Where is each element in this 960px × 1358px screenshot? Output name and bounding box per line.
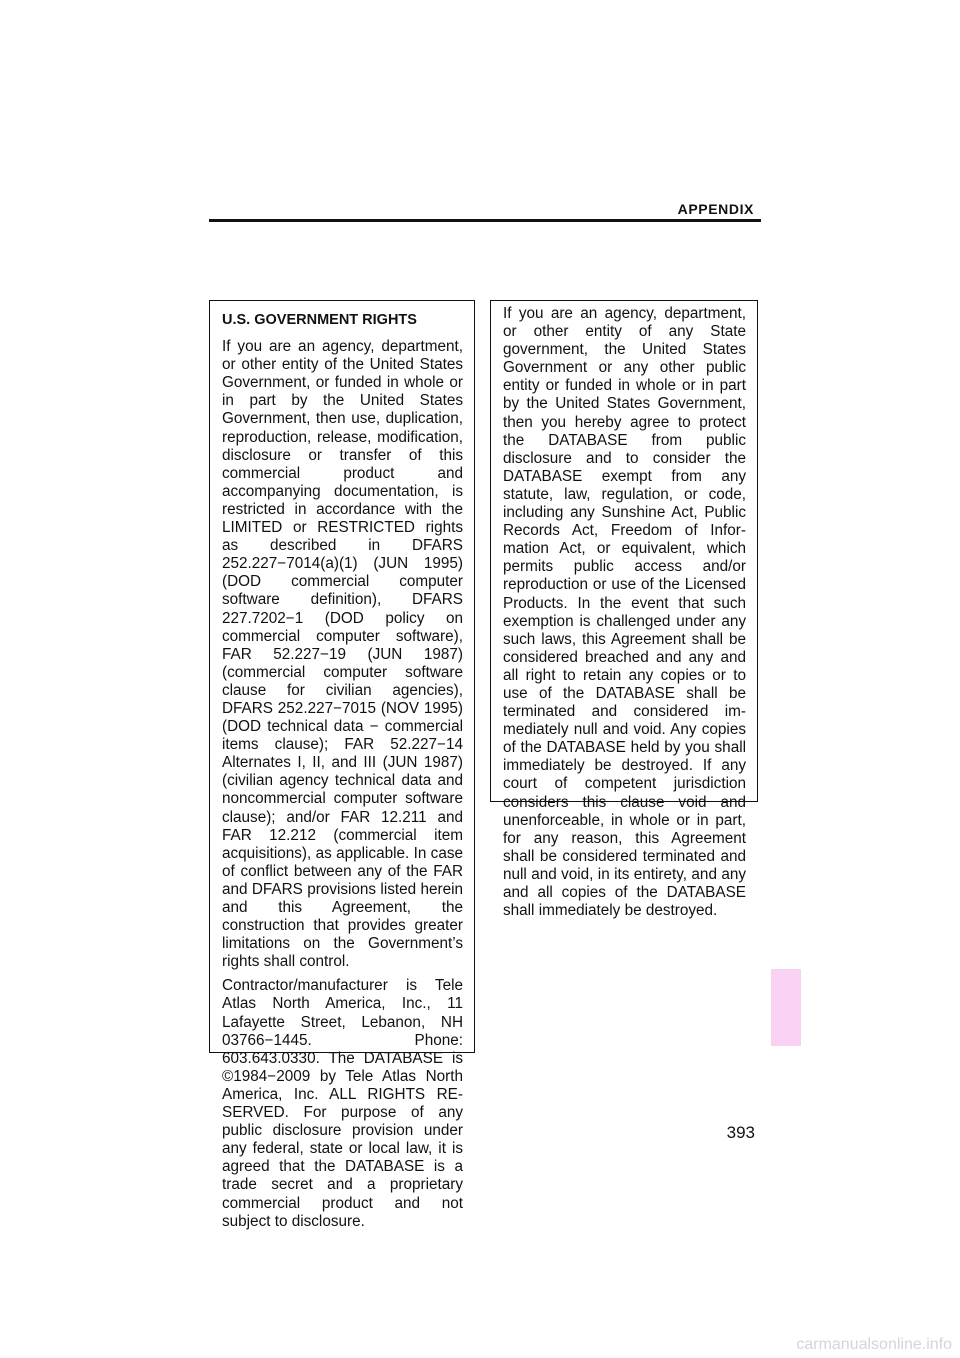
page-number: 393: [726, 1123, 755, 1142]
paragraph-contractor: Contractor/manufacturer is Tele Atlas North America, Inc., 11 Lafayette Street, Lebanon, NH 03766−1445. Phone: 603.643.0330. The DATABASE is ©1984−2009 by Tele Atlas North America, Inc. ALL RIGHTS RESERVED. For purpose of any public disclosure provision under any federal, state or local law, it is agreed that the DATABASE is a trade secret and a proprietary commercial product and not subject to disclosure.: [222, 977, 463, 1230]
watermark: carmanualsonline.info: [796, 1336, 952, 1353]
paragraph-rights: If you are an agency, department, or other entity of the United States Government, or funded in whole or in part by the United States Government, then use, duplication, reproduction, release, modification, disclosure or transfer of this commercial product and accompanying documentation, is restricted in accordance with the LIMITED or RESTRICTED rights as described in DFARS 252.227−7014(a)(1) (JUN 1995) (DOD commercial computer software definition), DFARS 227.7202−1 (DOD policy on commercial computer software), FAR 52.227−19 (JUN 1987) (commercial computer software clause for civilian agencies), DFARS 252.227−7015 (NOV 1995) (DOD technical data − commercial items clause); FAR 52.227−14 Alternates I, II, and III (JUN 1987) (civilian agency technical data and noncommercial computer software clause); and/or FAR 12.211 and FAR 12.212 (commercial item acquisitions), as applicable. In case of conflict between any of the FAR and DFARS provisions listed herein and this Agreement, the construction that provides greater limitations on the Government’s rights shall control.: [222, 338, 463, 971]
paragraph-state-government: If you are an agency, department, or other entity of any State government, the United States Government or any other public entity or funded in whole or in part by the United States Government, then you hereby agree to protect the DATABASE from public disclosure and to consider the DATABASE exempt from any statute, law, regulation, or code, including any Sunshine Act, Public Records Act, Freedom of Information Act, or equivalent, which permits public access and/or reproduction or use of the Licensed Products. In the event that such exemption is challenged under any such laws, this Agreement shall be considered breached and any and all right to retain any copies or to use of the DATABASE shall be terminated and considered immediately null and void. Any copies of the DATABASE held by you shall immediately be destroyed. If any court of competent jurisdiction considers this clause void and unenforceable, in whole or in part, for any reason, this Agreement shall be considered terminated and null and void, in its entirety, and any and all copies of the DATABASE shall immediately be destroyed.: [503, 305, 746, 920]
header-rule: [209, 219, 761, 222]
government-rights-box: [209, 300, 475, 1230]
section-label: APPENDIX: [677, 201, 754, 217]
box-title: U.S. GOVERNMENT RIGHTS: [222, 312, 417, 328]
chapter-tab: [771, 969, 801, 1046]
state-government-box: [490, 300, 758, 920]
